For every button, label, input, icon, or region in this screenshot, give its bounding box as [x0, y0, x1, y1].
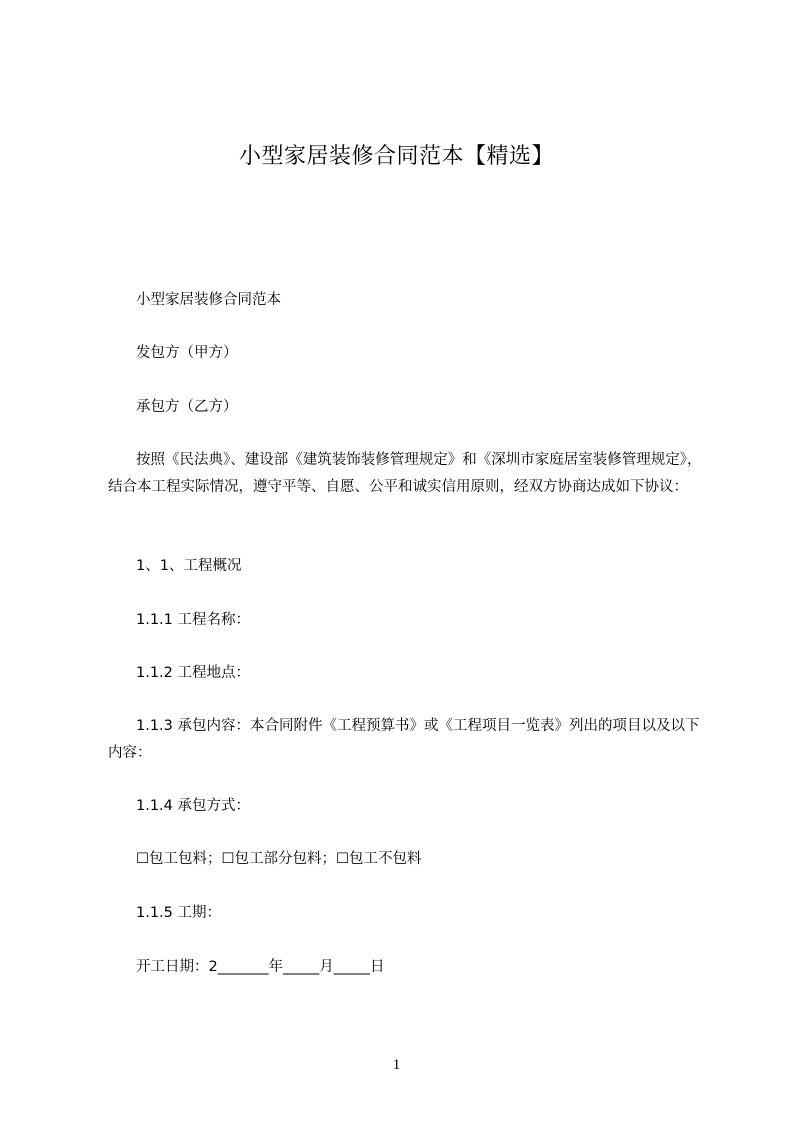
page-number: 1 — [392, 1057, 401, 1073]
section-heading-overview: 1、1、工程概况 — [136, 558, 242, 574]
paragraph-party-a: 发包方（甲方） — [136, 345, 238, 361]
clause-start-date: 开工日期：2_______年_____月_____日 — [136, 959, 385, 975]
document-title: 小型家居装修合同范本【精选】 — [238, 144, 554, 169]
clause-contract-scope: 1.1.3 承包内容：本合同附件《工程预算书》或《工程项目一览表》列出的项目以及以下内容： — [108, 718, 700, 761]
clause-project-location: 1.1.2 工程地点： — [136, 665, 251, 681]
paragraph-contract-name: 小型家居装修合同范本 — [136, 292, 281, 308]
paragraph-preamble: 按照《民法典》、建设部《建筑装饰装修管理规定》和《深圳市家庭居室装修管理规定》，结合本工程实际情况，遵守平等、自愿、公平和诚实信用原则，经双方协商达成如下协议： — [108, 452, 702, 495]
paragraph-party-b: 承包方（乙方） — [136, 399, 238, 415]
clause-contract-method: 1.1.4 承包方式： — [136, 798, 251, 814]
clause-duration: 1.1.5 工期： — [136, 905, 222, 921]
clause-project-name: 1.1.1 工程名称： — [136, 612, 251, 628]
checkbox-options-line: ☐包工包料；☐包工部分包料；☐包工不包料 — [136, 851, 422, 867]
